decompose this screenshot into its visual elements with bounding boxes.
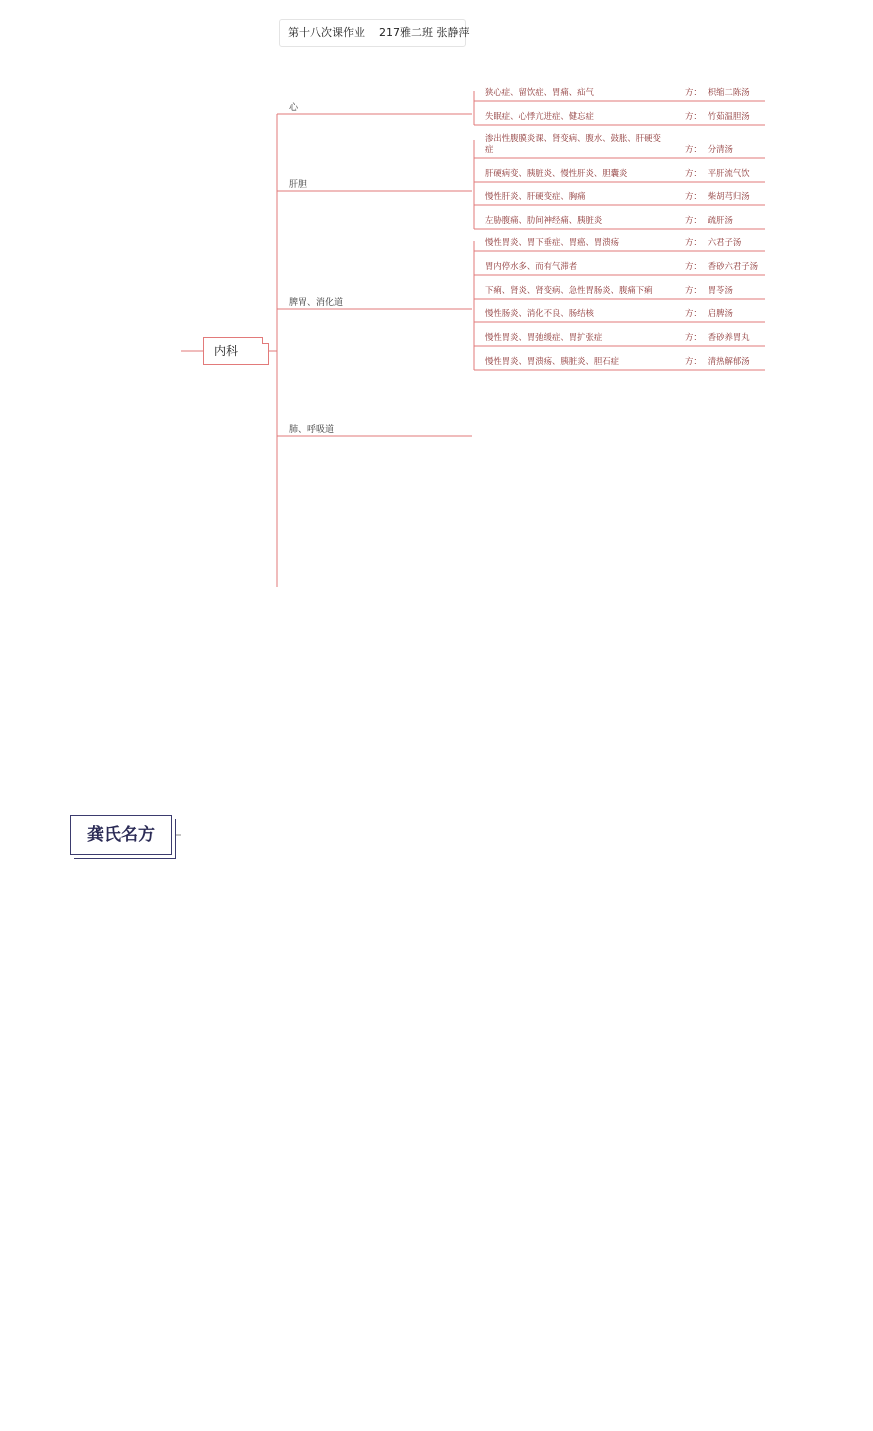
leaf-neike[interactable] — [474, 81, 765, 101]
formula-text — [685, 285, 733, 296]
subgroup-label: 脾胃、消化道 — [289, 298, 344, 308]
formula-name: 启脾汤 — [707, 308, 733, 318]
formula-text — [685, 356, 750, 367]
disease-text — [485, 332, 602, 343]
rx-prefix: 方： — [685, 285, 702, 295]
formula-text — [685, 111, 750, 122]
formula-name: 枳缩二陈汤 — [707, 87, 750, 97]
category-neike[interactable] — [203, 337, 269, 365]
formula-text — [685, 308, 733, 319]
leaf-neike[interactable] — [474, 326, 765, 346]
disease-text — [485, 111, 594, 122]
formula-name: 竹茹温胆汤 — [707, 111, 750, 121]
disease-line-1: 胃内停水多、而有气滞者 — [485, 261, 578, 271]
disease-text — [485, 191, 586, 202]
disease-line-2: 症 — [485, 144, 494, 154]
disease-text — [485, 308, 594, 319]
subgroup-label: 心 — [289, 103, 299, 113]
formula-text — [685, 191, 750, 202]
formula-name: 香砂六君子汤 — [707, 261, 758, 271]
formula-text — [685, 332, 750, 343]
formula-name: 胃苓汤 — [707, 285, 733, 295]
disease-line-1: 左胁腹痛、肋间神经痛、胰脏炎 — [485, 215, 603, 225]
leaf-neike[interactable] — [474, 185, 765, 205]
formula-name: 清热解郁汤 — [707, 356, 750, 366]
disease-text — [485, 133, 661, 155]
root-node[interactable]: 龚氏名方 — [70, 815, 172, 855]
class-name: 217雅二班 张静萍 — [379, 26, 470, 39]
leaf-neike[interactable] — [474, 350, 765, 370]
rx-prefix: 方： — [685, 191, 702, 201]
subgroup-label: 肝胆 — [289, 180, 308, 190]
disease-line-1: 慢性胃炎、胃弛缓症、胃扩张症 — [485, 332, 603, 342]
formula-text — [685, 144, 733, 155]
leaf-neike[interactable] — [474, 302, 765, 322]
rx-prefix: 方： — [685, 356, 702, 366]
formula-name: 疏肝汤 — [707, 215, 733, 225]
disease-line-1: 慢性肝炎、肝硬变症、胸痛 — [485, 191, 586, 201]
formula-text — [685, 261, 758, 272]
disease-text — [485, 168, 627, 179]
disease-line-1: 狭心症、留饮症、胃痛、疝气 — [485, 87, 594, 97]
formula-name: 平肝流气饮 — [707, 168, 750, 178]
disease-line-1: 慢性胃炎、胃下垂症、胃癌、胃溃疡 — [485, 237, 619, 247]
formula-text — [685, 87, 750, 98]
leaf-neike[interactable] — [474, 255, 765, 275]
disease-line-1: 下痢、肾炎、肾变病、急性胃肠炎、腹痛下痢 — [485, 285, 653, 295]
rx-prefix: 方： — [685, 168, 702, 178]
leaf-neike[interactable] — [474, 231, 765, 251]
formula-name: 分清汤 — [707, 144, 733, 154]
formula-name: 六君子汤 — [707, 237, 742, 247]
leaf-neike[interactable] — [474, 209, 765, 229]
formula-name: 柴胡芎归汤 — [707, 191, 750, 201]
disease-line-1: 失眠症、心悸亢进症、健忘症 — [485, 111, 594, 121]
rx-prefix: 方： — [685, 308, 702, 318]
disease-text — [485, 87, 594, 98]
formula-text — [685, 237, 741, 248]
disease-text — [485, 285, 653, 296]
fold-corner-icon — [262, 337, 269, 344]
rx-prefix: 方： — [685, 261, 702, 271]
disease-text — [485, 215, 602, 226]
disease-line-1: 肝硬病变、胰脏炎、慢性肝炎、胆囊炎 — [485, 168, 628, 178]
leaf-neike[interactable] — [474, 105, 765, 125]
rx-prefix: 方： — [685, 215, 702, 225]
disease-line-1: 慢性胃炎、胃溃疡、胰脏炎、胆石症 — [485, 356, 619, 366]
rx-prefix: 方： — [685, 111, 702, 121]
subgroup-label: 肺、呼吸道 — [289, 425, 335, 435]
disease-text — [485, 261, 577, 272]
rx-prefix: 方： — [685, 87, 702, 97]
rx-prefix: 方： — [685, 332, 702, 342]
leaf-neike[interactable] — [474, 279, 765, 299]
rx-prefix: 方： — [685, 144, 702, 154]
leaf-neike[interactable] — [474, 130, 765, 158]
formula-name: 香砂养胃丸 — [707, 332, 750, 342]
disease-text — [485, 356, 619, 367]
assignment-title: 第十八次课作业 — [288, 26, 365, 39]
category-label: 内科 — [214, 344, 239, 358]
disease-line-1: 渗出性腹膜炎课、肾变病、腹水、鼓胀、肝硬变 — [485, 133, 661, 143]
disease-line-1: 慢性肠炎、消化不良、肠结核 — [485, 308, 594, 318]
leaf-neike[interactable] — [474, 162, 765, 182]
formula-text — [685, 168, 750, 179]
rx-prefix: 方： — [685, 237, 702, 247]
disease-text — [485, 237, 619, 248]
formula-text — [685, 215, 733, 226]
